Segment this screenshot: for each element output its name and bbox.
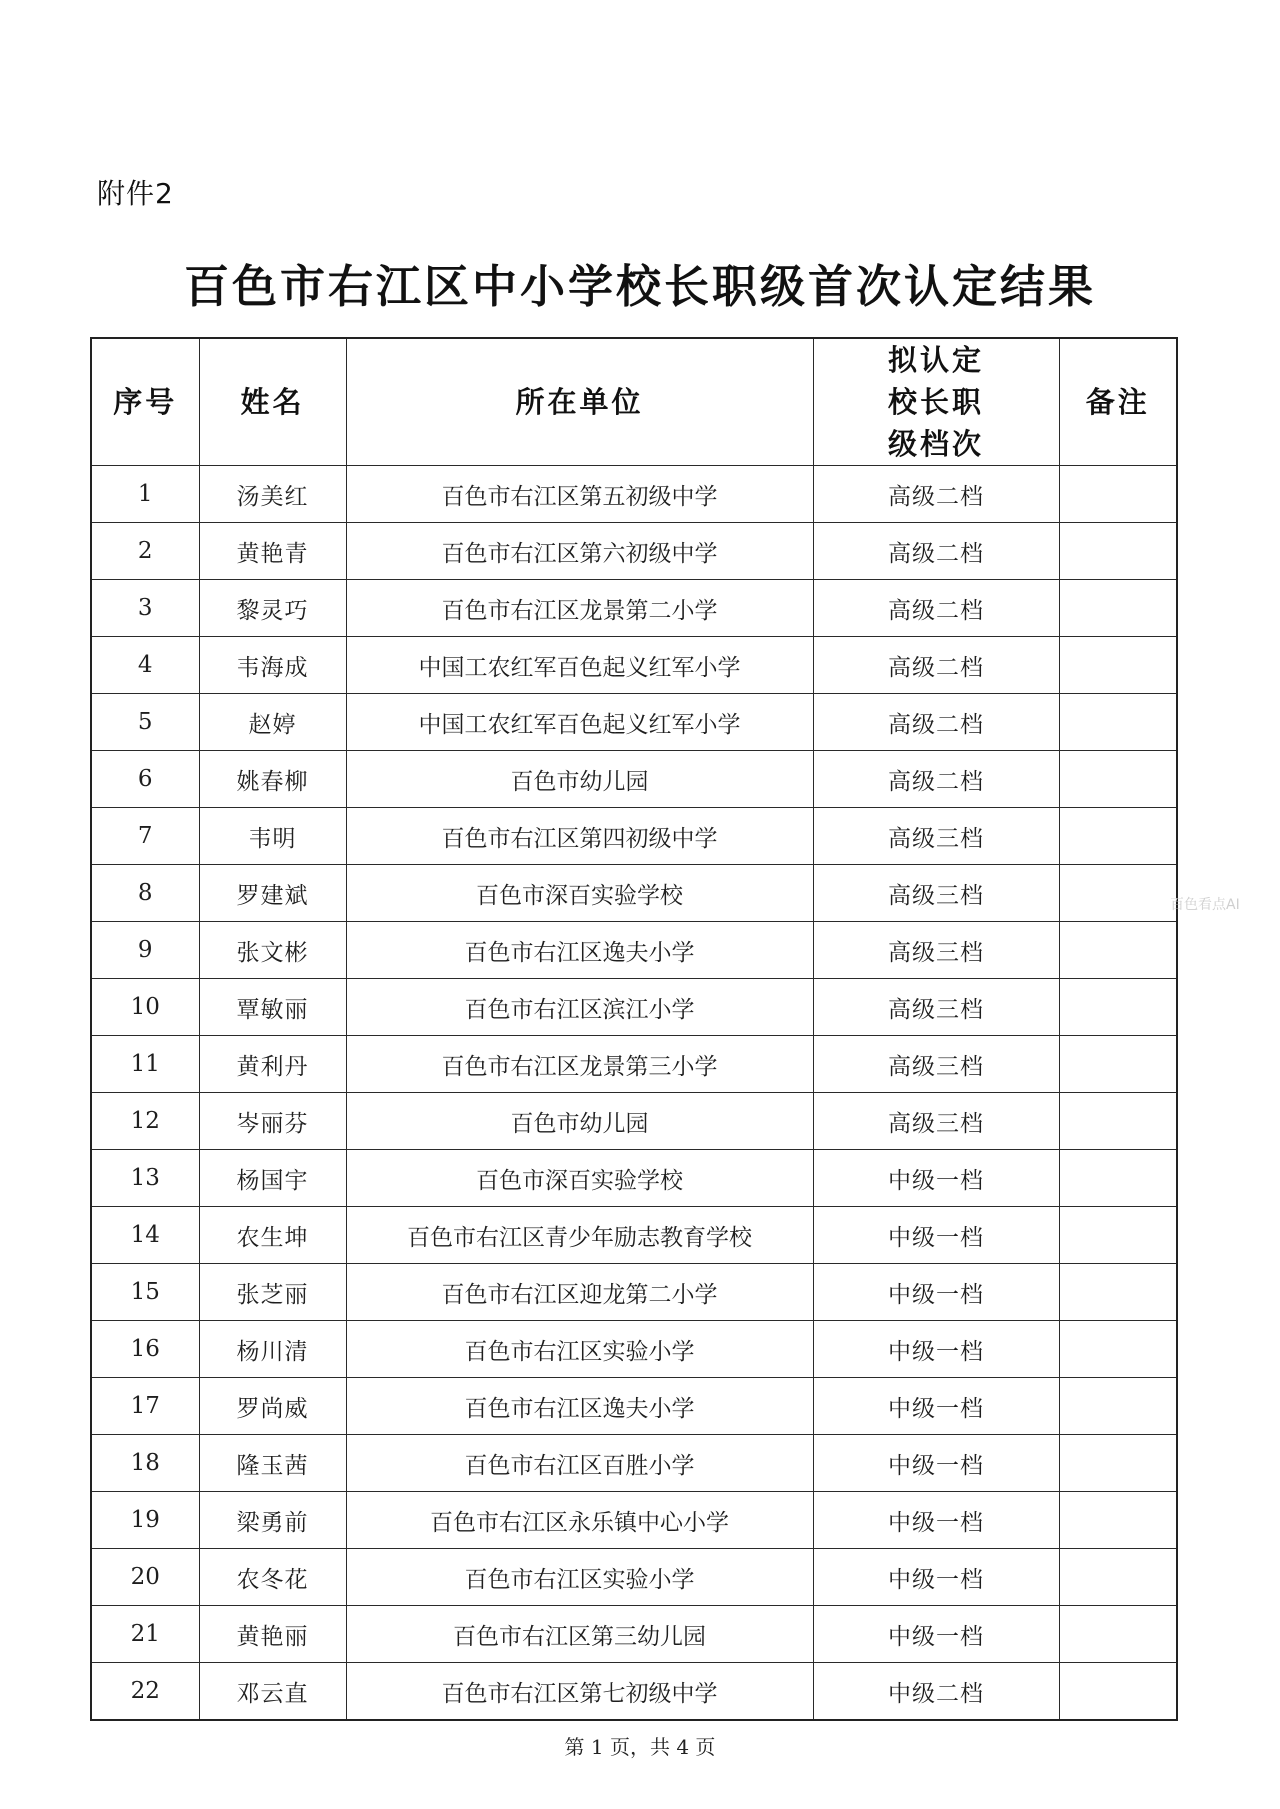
table-body	[91, 466, 1177, 1721]
cell-unit: 百色市右江区逸夫小学	[346, 922, 813, 979]
cell-name: 罗尚威	[199, 1378, 346, 1435]
cell-remark	[1059, 1435, 1177, 1492]
cell-remark	[1059, 637, 1177, 694]
table-row	[91, 1663, 1177, 1721]
cell-remark	[1059, 808, 1177, 865]
cell-grade: 中级一档	[813, 1321, 1059, 1378]
cell-remark	[1059, 751, 1177, 808]
cell-name: 邓云直	[199, 1663, 346, 1721]
cell-name: 韦海成	[199, 637, 346, 694]
cell-name: 韦明	[199, 808, 346, 865]
attachment-label: 附件2	[97, 177, 174, 210]
cell-seq: 14	[91, 1207, 199, 1264]
cell-name: 黄艳青	[199, 523, 346, 580]
cell-seq: 11	[91, 1036, 199, 1093]
cell-remark	[1059, 1093, 1177, 1150]
cell-name: 姚春柳	[199, 751, 346, 808]
cell-remark	[1059, 1150, 1177, 1207]
cell-grade: 中级二档	[813, 1663, 1059, 1721]
cell-name: 农冬花	[199, 1549, 346, 1606]
cell-name: 张芝丽	[199, 1264, 346, 1321]
cell-grade: 中级一档	[813, 1435, 1059, 1492]
cell-remark	[1059, 1036, 1177, 1093]
table-row	[91, 922, 1177, 979]
table-row	[91, 637, 1177, 694]
cell-unit: 百色市右江区第三幼儿园	[346, 1606, 813, 1663]
cell-grade: 高级二档	[813, 637, 1059, 694]
cell-name: 黄利丹	[199, 1036, 346, 1093]
cell-grade: 高级二档	[813, 694, 1059, 751]
cell-grade: 高级二档	[813, 751, 1059, 808]
cell-remark	[1059, 865, 1177, 922]
table-header-row	[91, 338, 1177, 466]
cell-grade: 中级一档	[813, 1150, 1059, 1207]
page-footer: 第 1 页，共 4 页	[564, 1735, 716, 1759]
cell-grade: 高级三档	[813, 979, 1059, 1036]
table-row	[91, 1093, 1177, 1150]
cell-name: 农生坤	[199, 1207, 346, 1264]
cell-remark	[1059, 1264, 1177, 1321]
cell-unit: 百色市右江区逸夫小学	[346, 1378, 813, 1435]
cell-name: 赵婷	[199, 694, 346, 751]
cell-remark	[1059, 1606, 1177, 1663]
cell-seq: 15	[91, 1264, 199, 1321]
table-row	[91, 1435, 1177, 1492]
cell-grade: 高级三档	[813, 922, 1059, 979]
table-row	[91, 1606, 1177, 1663]
cell-name: 梁勇前	[199, 1492, 346, 1549]
cell-unit: 百色市右江区第七初级中学	[346, 1663, 813, 1721]
cell-seq: 12	[91, 1093, 199, 1150]
cell-unit: 百色市右江区实验小学	[346, 1321, 813, 1378]
cell-unit: 百色市右江区滨江小学	[346, 979, 813, 1036]
cell-unit: 百色市右江区百胜小学	[346, 1435, 813, 1492]
cell-unit: 百色市右江区第六初级中学	[346, 523, 813, 580]
cell-unit: 百色市右江区永乐镇中心小学	[346, 1492, 813, 1549]
cell-unit: 中国工农红军百色起义红军小学	[346, 637, 813, 694]
cell-seq: 22	[91, 1663, 199, 1721]
table-row	[91, 580, 1177, 637]
table-row	[91, 1264, 1177, 1321]
cell-unit: 百色市幼儿园	[346, 1093, 813, 1150]
cell-remark	[1059, 523, 1177, 580]
cell-grade: 高级二档	[813, 523, 1059, 580]
cell-seq: 1	[91, 466, 199, 523]
table-row	[91, 1378, 1177, 1435]
cell-unit: 百色市右江区青少年励志教育学校	[346, 1207, 813, 1264]
cell-seq: 3	[91, 580, 199, 637]
cell-unit: 百色市幼儿园	[346, 751, 813, 808]
cell-unit: 百色市右江区实验小学	[346, 1549, 813, 1606]
cell-grade: 中级一档	[813, 1264, 1059, 1321]
cell-remark	[1059, 922, 1177, 979]
header-remark: 备注	[1059, 338, 1177, 466]
header-name: 姓名	[199, 338, 346, 466]
result-table	[90, 337, 1178, 1721]
cell-seq: 17	[91, 1378, 199, 1435]
cell-name: 汤美红	[199, 466, 346, 523]
table-row	[91, 865, 1177, 922]
cell-seq: 13	[91, 1150, 199, 1207]
cell-remark	[1059, 1321, 1177, 1378]
table-row	[91, 1207, 1177, 1264]
cell-name: 黄艳丽	[199, 1606, 346, 1663]
cell-unit: 百色市右江区第五初级中学	[346, 466, 813, 523]
cell-unit: 百色市深百实验学校	[346, 1150, 813, 1207]
cell-remark	[1059, 1378, 1177, 1435]
table-row	[91, 979, 1177, 1036]
cell-unit: 百色市右江区龙景第二小学	[346, 580, 813, 637]
cell-grade: 高级二档	[813, 466, 1059, 523]
cell-grade: 中级一档	[813, 1492, 1059, 1549]
cell-remark	[1059, 1549, 1177, 1606]
cell-grade: 中级一档	[813, 1207, 1059, 1264]
cell-unit: 百色市右江区第四初级中学	[346, 808, 813, 865]
cell-name: 张文彬	[199, 922, 346, 979]
cell-seq: 7	[91, 808, 199, 865]
table-row	[91, 808, 1177, 865]
cell-remark	[1059, 979, 1177, 1036]
cell-unit: 百色市右江区龙景第三小学	[346, 1036, 813, 1093]
watermark: 百色看点AI	[1170, 897, 1240, 913]
table-row	[91, 1150, 1177, 1207]
cell-seq: 4	[91, 637, 199, 694]
cell-grade: 高级三档	[813, 1093, 1059, 1150]
cell-remark	[1059, 466, 1177, 523]
cell-name: 隆玉茜	[199, 1435, 346, 1492]
cell-remark	[1059, 694, 1177, 751]
cell-seq: 10	[91, 979, 199, 1036]
cell-grade: 高级二档	[813, 580, 1059, 637]
table-row	[91, 1492, 1177, 1549]
cell-seq: 20	[91, 1549, 199, 1606]
cell-grade: 中级一档	[813, 1378, 1059, 1435]
cell-seq: 6	[91, 751, 199, 808]
cell-unit: 中国工农红军百色起义红军小学	[346, 694, 813, 751]
cell-remark	[1059, 1207, 1177, 1264]
cell-seq: 18	[91, 1435, 199, 1492]
cell-remark	[1059, 1663, 1177, 1721]
table-row	[91, 1549, 1177, 1606]
header-unit: 所在单位	[346, 338, 813, 466]
table-row	[91, 1321, 1177, 1378]
header-grade: 拟认定校长职级档次	[813, 338, 1059, 466]
cell-grade: 中级一档	[813, 1606, 1059, 1663]
table-row	[91, 523, 1177, 580]
cell-name: 罗建斌	[199, 865, 346, 922]
header-seq: 序号	[91, 338, 199, 466]
cell-name: 岑丽芬	[199, 1093, 346, 1150]
cell-remark	[1059, 580, 1177, 637]
document-title: 百色市右江区中小学校长职级首次认定结果	[183, 260, 1096, 313]
table-row	[91, 466, 1177, 523]
cell-name: 杨国宇	[199, 1150, 346, 1207]
cell-seq: 21	[91, 1606, 199, 1663]
table-row	[91, 694, 1177, 751]
cell-grade: 高级三档	[813, 865, 1059, 922]
cell-name: 黎灵巧	[199, 580, 346, 637]
cell-grade: 高级三档	[813, 1036, 1059, 1093]
cell-unit: 百色市右江区迎龙第二小学	[346, 1264, 813, 1321]
cell-grade: 中级一档	[813, 1549, 1059, 1606]
cell-seq: 16	[91, 1321, 199, 1378]
table-row	[91, 1036, 1177, 1093]
cell-seq: 9	[91, 922, 199, 979]
cell-name: 杨川清	[199, 1321, 346, 1378]
cell-seq: 5	[91, 694, 199, 751]
cell-seq: 8	[91, 865, 199, 922]
cell-seq: 19	[91, 1492, 199, 1549]
cell-grade: 高级三档	[813, 808, 1059, 865]
cell-remark	[1059, 1492, 1177, 1549]
cell-name: 覃敏丽	[199, 979, 346, 1036]
cell-seq: 2	[91, 523, 199, 580]
table-row	[91, 751, 1177, 808]
cell-unit: 百色市深百实验学校	[346, 865, 813, 922]
